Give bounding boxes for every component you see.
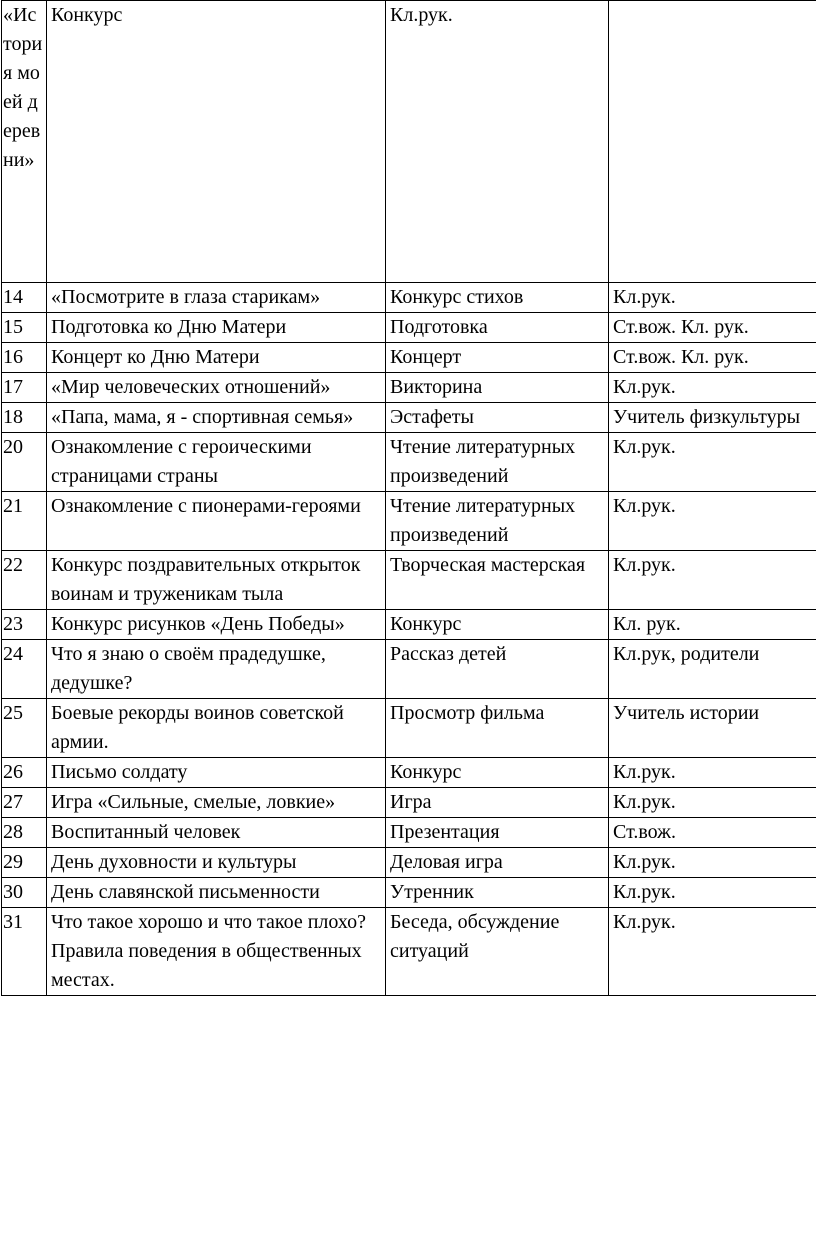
event-form: Концерт [386,343,609,373]
event-responsible: Ст.вож. Кл. рук. [609,343,816,373]
event-title: Конкурс поздравительных открыток воинам и труженикам тыла [47,551,386,610]
event-title: Воспитанный человек [47,818,386,848]
row-number: 30 [2,878,47,908]
row-number: 14 [2,283,47,313]
event-title: Ознакомление с героическими страницами страны [47,433,386,492]
event-form: Творческая мастерская [386,551,609,610]
table-row [2,492,816,551]
row-number: 16 [2,343,47,373]
table-row [2,640,816,699]
table-row [2,610,816,640]
table-row [2,551,816,610]
event-title: День славянской письменности [47,878,386,908]
table-row [2,313,816,343]
row-number: 25 [2,699,47,758]
event-form: Эстафеты [386,403,609,433]
event-title: Конкурс [47,1,386,283]
event-title: Письмо солдату [47,758,386,788]
event-responsible: Кл.рук. [609,373,816,403]
event-title: Подготовка ко Дню Матери [47,313,386,343]
event-title: Концерт ко Дню Матери [47,343,386,373]
event-form: Просмотр фильма [386,699,609,758]
table-row [2,343,816,373]
row-number: 28 [2,818,47,848]
table-row [2,788,816,818]
row-number: 17 [2,373,47,403]
row-number: 15 [2,313,47,343]
table-row [2,878,816,908]
event-form: Кл.рук. [386,1,609,283]
row-number: 23 [2,610,47,640]
event-title: Конкурс рисунков «День Победы» [47,610,386,640]
table-row [2,699,816,758]
table-row [2,403,816,433]
event-responsible: Кл.рук. [609,758,816,788]
row-number: 22 [2,551,47,610]
event-title: «Посмотрите в глаза старикам» [47,283,386,313]
event-responsible: Кл.рук. [609,283,816,313]
row-number: 24 [2,640,47,699]
event-form: Конкурс [386,758,609,788]
event-form: Деловая игра [386,848,609,878]
event-form: Рассказ детей [386,640,609,699]
table-row [2,373,816,403]
event-responsible: Кл.рук. [609,788,816,818]
row-number: 29 [2,848,47,878]
event-title: Боевые рекорды воинов советской армии. [47,699,386,758]
event-form: Чтение литературных произведений [386,433,609,492]
table-row [2,433,816,492]
table-row [2,758,816,788]
table-row [2,283,816,313]
event-responsible: Кл. рук. [609,610,816,640]
event-title: «Мир человеческих отношений» [47,373,386,403]
row-number: 18 [2,403,47,433]
event-form: Подготовка [386,313,609,343]
event-responsible: Ст.вож. Кл. рук. [609,313,816,343]
row-number: 26 [2,758,47,788]
event-form: Презентация [386,818,609,848]
event-title: День духовности и культуры [47,848,386,878]
event-form: Викторина [386,373,609,403]
table-row [2,1,816,283]
event-responsible: Кл.рук, родители [609,640,816,699]
event-form: Утренник [386,878,609,908]
row-number: 21 [2,492,47,551]
event-form: Чтение литературных произведений [386,492,609,551]
table-row [2,908,816,996]
events-table [1,0,816,996]
row-number: «История моей деревни» [2,1,47,283]
event-responsible: Ст.вож. [609,818,816,848]
table-row [2,848,816,878]
row-number: 27 [2,788,47,818]
event-responsible: Кл.рук. [609,908,816,996]
event-title: Что я знаю о своём прадедушке, дедушке? [47,640,386,699]
event-form: Конкурс стихов [386,283,609,313]
event-responsible: Кл.рук. [609,551,816,610]
event-form: Конкурс [386,610,609,640]
event-responsible: Кл.рук. [609,492,816,551]
table-row [2,818,816,848]
event-title: Игра «Сильные, смелые, ловкие» [47,788,386,818]
event-title: Что такое хорошо и что такое плохо? Правила поведения в общественных местах. [47,908,386,996]
events-table-body [2,1,816,996]
row-number: 20 [2,433,47,492]
event-responsible: Кл.рук. [609,433,816,492]
row-number: 31 [2,908,47,996]
event-responsible [609,1,816,283]
event-form: Игра [386,788,609,818]
event-responsible: Учитель истории [609,699,816,758]
event-form: Беседа, обсуждение ситуаций [386,908,609,996]
event-title: «Папа, мама, я - спортивная семья» [47,403,386,433]
event-responsible: Кл.рук. [609,848,816,878]
event-responsible: Кл.рук. [609,878,816,908]
event-responsible: Учитель физкультуры [609,403,816,433]
event-title: Ознакомление с пионерами-героями [47,492,386,551]
